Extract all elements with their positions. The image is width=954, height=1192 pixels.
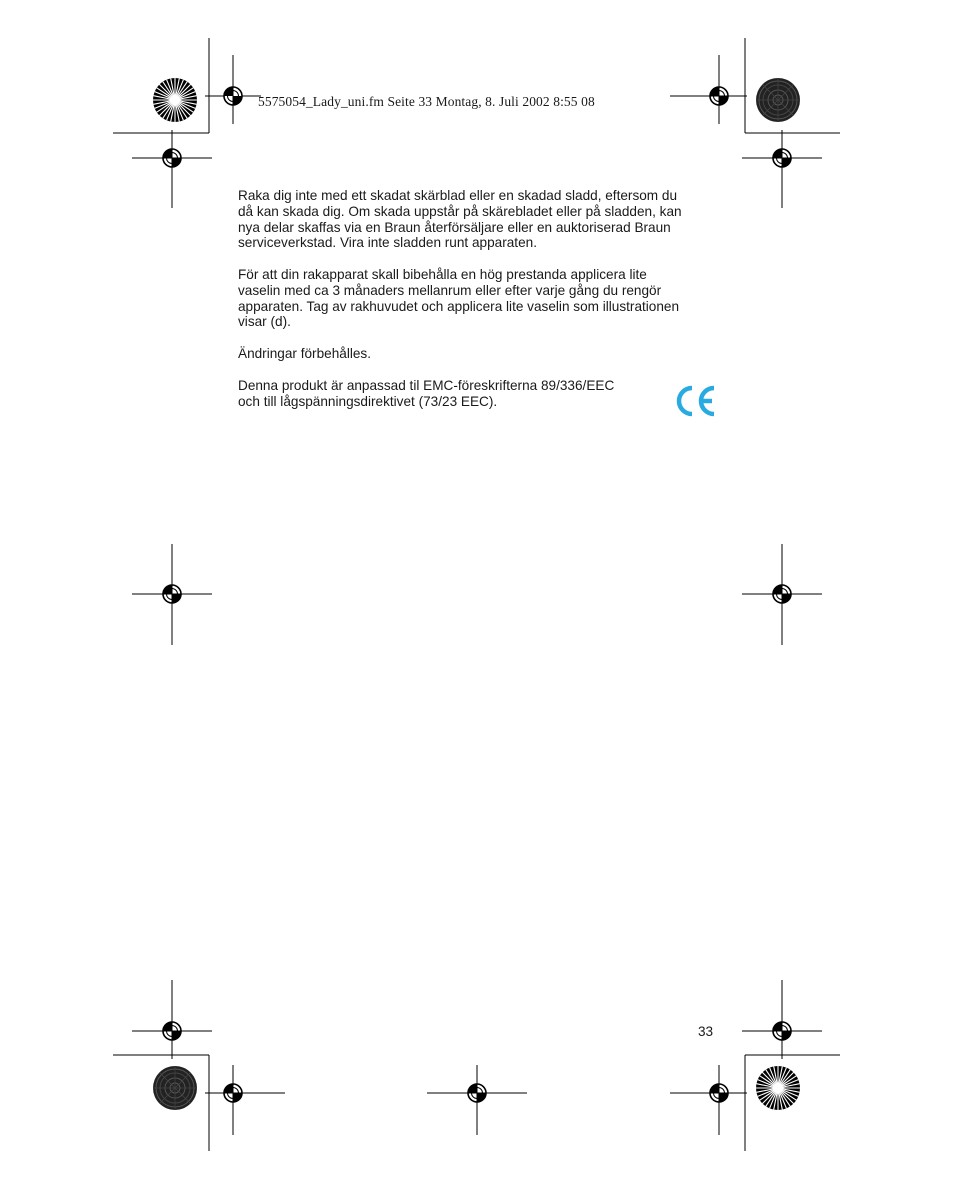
paragraph-line: apparaten. Tag av rakhuvudet och applicera lite vaselin som illustrationen: [238, 298, 680, 314]
paragraph-line: nya delar skaffas via en Braun återförsäljare eller en auktoriserad Braun: [238, 219, 671, 235]
paragraph-line: Denna produkt är anpassad til EMC-föreskrifterna 89/336/EEC: [238, 378, 615, 393]
paragraph-line: Ändringar förbehålles.: [238, 346, 371, 361]
paragraph-line: serviceverkstad. Vira inte sladden runt apparaten.: [238, 235, 537, 251]
header-file-info: 5575054_Lady_uni.fm Seite 33 Montag, 8. Juli 2002 8:55 08: [258, 94, 595, 109]
paragraph-line: visar (d).: [238, 314, 291, 330]
paragraph-line: då kan skada dig. Om skada uppstår på skärebladet eller på sladden, kan: [238, 203, 682, 219]
paragraph-line: För att din rakapparat skall bibehålla en hög prestanda applicera lite: [238, 267, 647, 282]
paragraph-line: Raka dig inte med ett skadat skärblad eller en skadad sladd, eftersom du: [238, 188, 678, 203]
paragraph-line: vaselin med ca 3 månaders mellanrum eller efter varje gång du rengör: [238, 282, 662, 298]
paragraph-line: och till lågspänningsdirektivet (73/23 EEC).: [238, 393, 498, 409]
page-number: 33: [698, 1024, 714, 1039]
